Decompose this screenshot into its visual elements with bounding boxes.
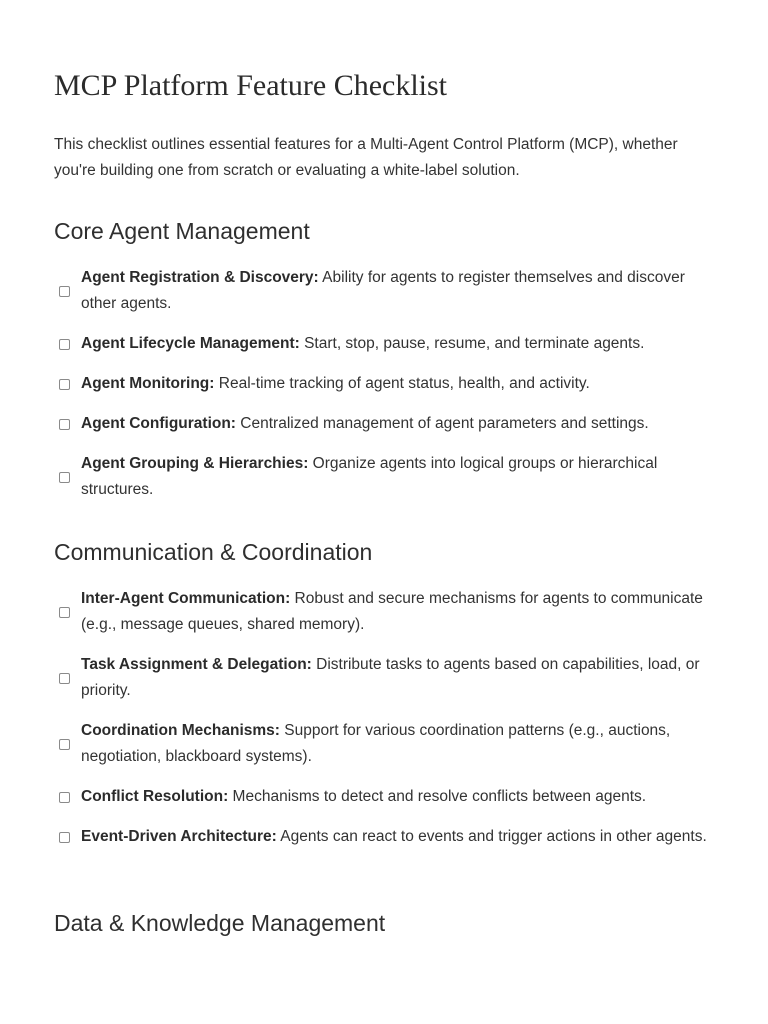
item-label: Agent Registration & Discovery: [81,269,319,286]
checkbox[interactable] [59,832,70,843]
item-label: Agent Configuration: [81,415,236,432]
checklist-item [54,824,714,850]
checklist-item [54,586,714,638]
item-description: Ability for agents to register themselves and discover other agents. [81,269,685,312]
checkbox[interactable] [59,419,70,430]
checklist-item [54,652,714,704]
checklist-core-agent-management [54,265,714,503]
item-label: Inter-Agent Communication: [81,590,291,607]
checklist-item [54,718,714,770]
item-label: Agent Monitoring: [81,375,215,392]
item-description: Distribute tasks to agents based on capabilities, load, or priority. [81,656,700,699]
checkbox[interactable] [59,792,70,803]
item-description: Organize agents into logical groups or hierarchical structures. [81,455,658,498]
checkbox[interactable] [59,673,70,684]
checkbox[interactable] [59,739,70,750]
checklist-communication-coordination [54,586,714,850]
item-description: Centralized management of agent parameters and settings. [235,415,649,432]
section-heading-communication-coordination: Communication & Coordination [54,539,373,565]
section-heading-core-agent-management: Core Agent Management [54,218,310,244]
item-description: Robust and secure mechanisms for agents to communicate (e.g., message queues, shared memory). [81,590,703,633]
checkbox[interactable] [59,379,70,390]
item-label: Event-Driven Architecture: [81,828,277,845]
item-label: Agent Grouping & Hierarchies: [81,455,309,472]
checklist-item [54,371,714,397]
checkbox[interactable] [59,472,70,483]
checklist-item [54,331,714,357]
checkbox[interactable] [59,339,70,350]
checklist-item [54,411,714,437]
intro-paragraph: This checklist outlines essential features for a Multi-Agent Control Platform (MCP), whether you're building one from scratch or evaluating a white-label solution. [54,136,678,179]
item-description: Start, stop, pause, resume, and terminate agents. [299,335,645,352]
item-label: Conflict Resolution: [81,788,229,805]
page-title: MCP Platform Feature Checklist [54,69,448,102]
checklist-item [54,784,714,810]
item-label: Agent Lifecycle Management: [81,335,300,352]
checklist-item [54,451,714,503]
checkbox[interactable] [59,607,70,618]
item-description: Agents can react to events and trigger actions in other agents. [276,828,707,845]
checklist-item [54,265,714,317]
item-label: Coordination Mechanisms: [81,722,280,739]
item-description: Support for various coordination patterns (e.g., auctions, negotiation, blackboard systems). [81,722,671,765]
item-description: Real-time tracking of agent status, health, and activity. [214,375,590,392]
checkbox[interactable] [59,286,70,297]
section-heading-data-knowledge-management: Data & Knowledge Management [54,910,386,936]
item-description: Mechanisms to detect and resolve conflicts between agents. [228,788,647,805]
item-label: Task Assignment & Delegation: [81,656,312,673]
